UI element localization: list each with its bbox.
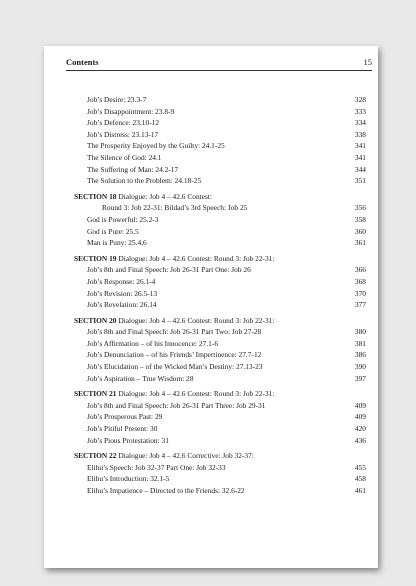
- toc-section-20[interactable]: SECTION 20 Dialogue: Job 4 – 42.6 Contest: Round 3: Job 22-31: Job’s 8th and Final Speech: Job 26-31 Part Two: Job 27-28 380: [74, 315, 366, 337]
- toc-section-21[interactable]: SECTION 21 Dialogue: Job 4 – 42.6 Contest: Round 3: Job 22-31: Job’s 8th and Final Speech: Job 26-31 Part Three: Job 29-31 409: [74, 389, 366, 410]
- toc-entry[interactable]: Job’s Pitiful Present: 30 420: [87, 424, 366, 434]
- toc-entry[interactable]: Job’s Pious Protestation: 31 436: [87, 435, 366, 445]
- toc-entry[interactable]: Job’s Response: 26.1-4 368: [87, 276, 366, 286]
- toc-entry[interactable]: The Suffering of Man: 24.2-17 344: [87, 164, 366, 174]
- toc-entry[interactable]: Job’s Distress: 23.13-17 338: [87, 129, 366, 139]
- section-label: SECTION 19: [74, 253, 117, 263]
- toc-entry[interactable]: Job’s Disappointment: 23.8-9 333: [87, 106, 366, 116]
- toc-entry[interactable]: The Silence of God: 24.1 341: [87, 152, 366, 162]
- book-page: [44, 46, 378, 568]
- toc-entry[interactable]: The Solution to the Problem: 24.18-25 351: [87, 176, 366, 186]
- section-label: SECTION 21: [74, 389, 117, 399]
- header-rule: [66, 70, 372, 71]
- table-of-contents: [74, 94, 366, 497]
- toc-entry[interactable]: Elihu’s Impatience – Directed to the Friends: 32.6-22 461: [87, 486, 366, 495]
- toc-entry[interactable]: God is Powerful: 25.2-3 358: [87, 214, 366, 224]
- toc-entry[interactable]: Job’s Desire: 23.3-7 328: [87, 95, 366, 104]
- running-header: [66, 57, 372, 67]
- toc-entry[interactable]: Man is Puny: 25.4,6 361: [87, 238, 366, 248]
- header-page-number: 15: [363, 57, 372, 67]
- toc-entry[interactable]: Job’s Affirmation – of his Innocence: 27.1-6 381: [87, 338, 366, 348]
- toc-entry[interactable]: Job’s Revision: 26.5-13 370: [87, 288, 366, 298]
- toc-entry[interactable]: The Prosperity Enjoyed by the Guilty: 24.1-25 341: [87, 141, 366, 151]
- toc-section-19[interactable]: SECTION 19 Dialogue: Job 4 – 42.6 Contest: Round 3: Job 22-31: Job’s 8th and Final Speech: Job 26-31 Part One: Job 26 366: [74, 253, 366, 275]
- header-title: Contents: [66, 57, 99, 67]
- toc-section-18[interactable]: SECTION 18 Dialogue: Job 4 – 42.6 Contest: Round 3: Job 22-31: Bildad’s 3rd Speech: Job 25 356: [74, 191, 366, 213]
- section-label: SECTION 22: [74, 451, 117, 461]
- section-label: SECTION 20: [74, 315, 117, 325]
- toc-entry[interactable]: Job’s Aspiration – True Wisdom: 28 397: [87, 373, 366, 383]
- toc-entry[interactable]: Job’s Denunciation – of his Friends’ Impertinence: 27.7-12 386: [87, 350, 366, 360]
- toc-entry[interactable]: Elihu’s Introduction: 32.1-5 458: [87, 474, 366, 484]
- toc-section-22[interactable]: SECTION 22 Dialogue: Job 4 – 42.6 Corrective: Job 32-37: Elihu’s Speech: Job 32-37 Part One: Job 32-33 455: [74, 451, 366, 472]
- toc-entry[interactable]: Job’s Revelation: 26.14 377: [87, 300, 366, 310]
- section-label: SECTION 18: [74, 191, 117, 201]
- toc-entry[interactable]: God is Pure: 25.5 360: [87, 226, 366, 236]
- toc-entry[interactable]: Job’s Prosperous Past: 29 409: [87, 412, 366, 422]
- toc-entry[interactable]: Job’s Defence: 23.10-12 334: [87, 118, 366, 128]
- toc-entry[interactable]: Job’s Elucidation – of the Wicked Man’s Destiny: 27.13-23 390: [87, 362, 366, 372]
